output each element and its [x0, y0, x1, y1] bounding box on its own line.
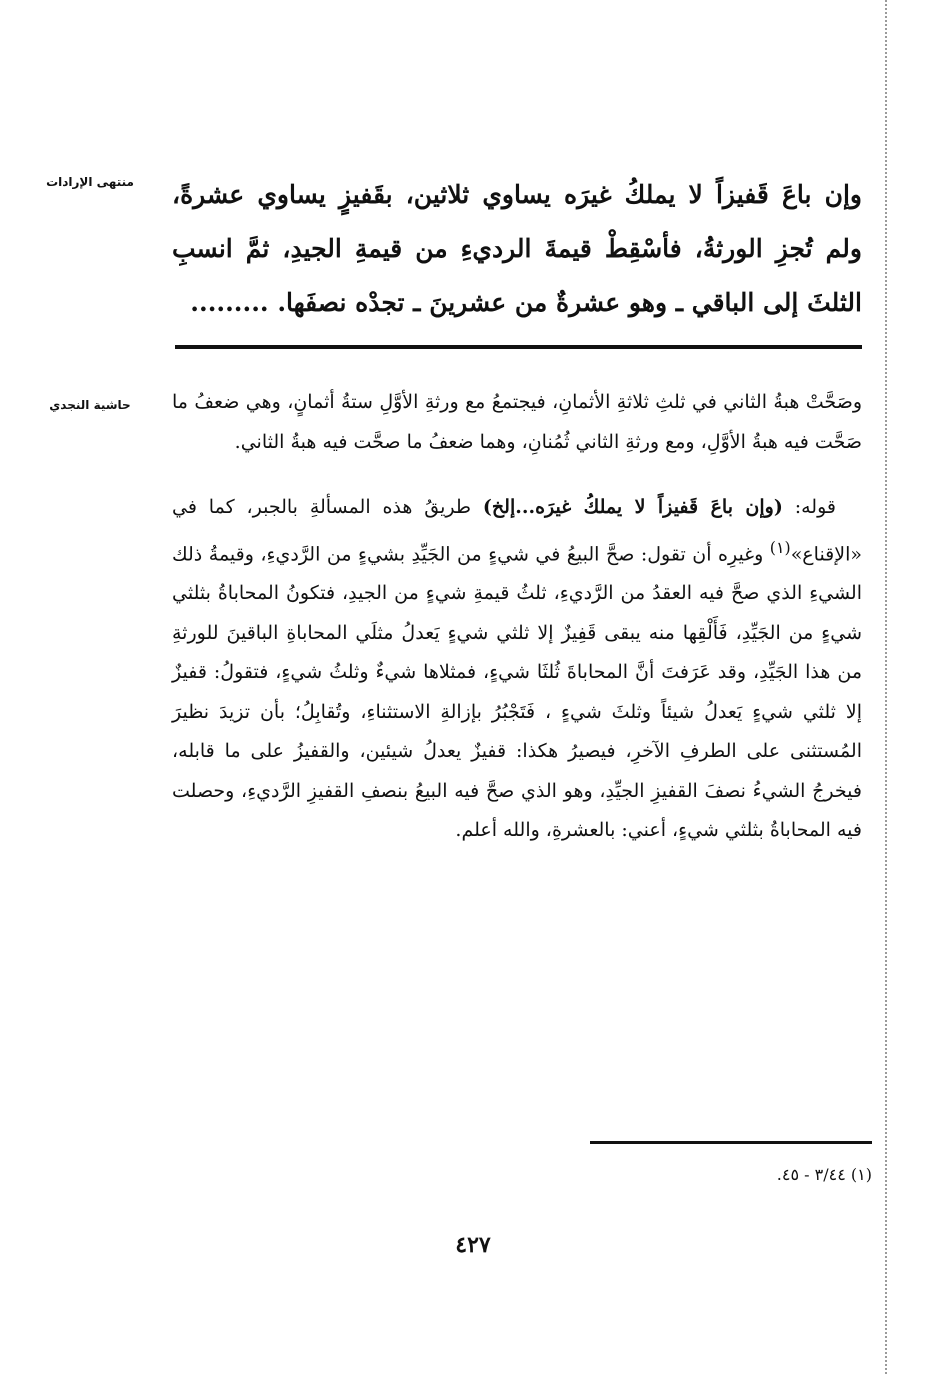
paragraph-2-part-b: وغيرِه أن تقول: صحَّ البيعُ في شيءٍ من الجَيِّدِ بشيءٍ من الرَّديءِ، وقيمةُ ذلك الشيءِ الذي صحَّ فيه العقدُ من الرَّديءِ، ثلثُ قيمةِ شيءٍ من الجيدِ، فتكونُ المحاباةُ بثلثي شيءٍ من الجَيِّدِ، فَأَلْقِها منه يبقى قَفِيزٌ إلا ثلثي شيءٍ يَعدلُ مثلَي المحاباةِ الباقينَ للورثةِ من هذا الجَيِّدِ، وقد عَرَفتَ أنَّ المحاباةَ ثُلثَا شيءٍ، فمثلاها شيءٌ وثلثُ شيءٍ، فتقولُ: قفيزٌ إلا ثلثي شيءٍ يَعدلُ شيئاً وثلثَ شيءٍ ، فَتَجْبُرُ بإزالةِ الاستثناءِ، وتُقابِلُ؛ بأن تزيدَ نظيرَ المُستثنى على الطرفِ الآخرِ، فيصيرُ هكذا: قفيزٌ يعدلُ شيئين، والقفيزُ على ما قابله، فيخرجُ الشيءُ نصفَ القفيزِ الجيِّدِ، وهو الذي صحَّ فيه البيعُ بنصفِ القفيزِ الرَّديءِ، وحصلت فيه المحاباةُ بثلثي شيءٍ، أعني: بالعشرةِ، والله أعلم. [172, 542, 862, 842]
footnote-reference: (١) [769, 537, 791, 557]
section-divider [175, 345, 862, 349]
matn-section [172, 168, 862, 330]
hashiya-paragraph-2 [172, 488, 862, 851]
matn-paragraph: وإن باعَ قَفيزاً لا يملكُ غيرَه يساوي ثلاثين، بقَفيزٍ يساوي عشرةً، ولم تُجزِ الورثةُ، فأسْقِطْ قيمةَ الرديءِ من قيمةِ الجيدِ، ثمَّ انسبِ الثلثَ إلى الباقي ـ وهو عشرةٌ من عشرينَ ـ تجدْه نصفَها. ......... [172, 180, 862, 317]
hashiya-paragraph-1: وصَحَّتْ هبةُ الثاني في ثلثِ ثلاثةِ الأثمانِ، فيجتمعُ مع ورثةِ الأوَّلِ ستةُ أثمانٍ، وهي ضعفُ ما صَحَّت فيه هبةُ الأوَّلِ، ومع ورثةِ الثاني ثُمُنانِ، وهما ضعفُ ما صحَّت فيه هبةُ الثاني. [172, 391, 862, 453]
margin-dotted-line [885, 0, 887, 1374]
paragraph-2-part-a: طريقُ هذه المسألةِ بالجبر، كما في «الإقناع» [172, 496, 862, 565]
footnote: (١) ٣/٤٤ - ٤٥. [776, 1165, 872, 1184]
quoted-matn: (وإن باعَ قَفيزاً لا يملكُ غيرَه...إلخ) [482, 496, 783, 518]
footnote-divider [590, 1141, 872, 1144]
side-label-hashiya: حاشية النجدي [49, 398, 131, 412]
page-number: ٤٢٧ [455, 1232, 491, 1258]
side-label-matn: منتهى الإرادات [46, 175, 134, 189]
quote-lead: قوله: [794, 496, 836, 518]
hashiya-section [172, 383, 862, 851]
